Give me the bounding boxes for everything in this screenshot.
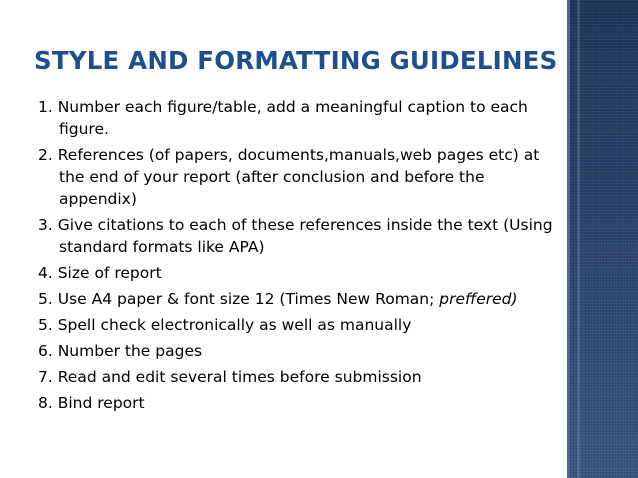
list-item bbox=[38, 366, 563, 388]
list-item-text: 2. References (of papers, documents,manuals,web pages etc) at the end of your report (after conclusion and before the appendix) bbox=[38, 146, 540, 208]
guidelines-list bbox=[38, 96, 563, 418]
list-item-text: 5. Spell check electronically as well as manually bbox=[38, 316, 412, 334]
side-bar-edge bbox=[567, 0, 570, 478]
list-item-text: 4. Size of report bbox=[38, 264, 162, 282]
list-item-text: 5. Use A4 paper & font size 12 (Times New Roman; bbox=[38, 290, 440, 308]
side-bar-accent bbox=[577, 0, 580, 478]
list-item bbox=[38, 214, 563, 258]
list-item bbox=[38, 314, 563, 336]
list-item bbox=[38, 340, 563, 362]
decorative-side-bar bbox=[567, 0, 638, 478]
slide-title: STYLE AND FORMATTING GUIDELINES bbox=[34, 46, 558, 75]
list-item bbox=[38, 144, 563, 210]
list-item bbox=[38, 288, 563, 310]
list-item-text: 1. Number each figure/table, add a meaningful caption to each figure. bbox=[38, 98, 528, 138]
list-item bbox=[38, 262, 563, 284]
list-item bbox=[38, 96, 563, 140]
list-item-emphasis: preffered) bbox=[439, 290, 518, 308]
list-item-text: 3. Give citations to each of these references inside the text (Using standard formats like APA) bbox=[38, 216, 553, 256]
list-item-text: 7. Read and edit several times before submission bbox=[38, 368, 422, 386]
list-item-text: 8. Bind report bbox=[38, 394, 145, 412]
list-item-text: 6. Number the pages bbox=[38, 342, 203, 360]
list-item bbox=[38, 392, 563, 414]
